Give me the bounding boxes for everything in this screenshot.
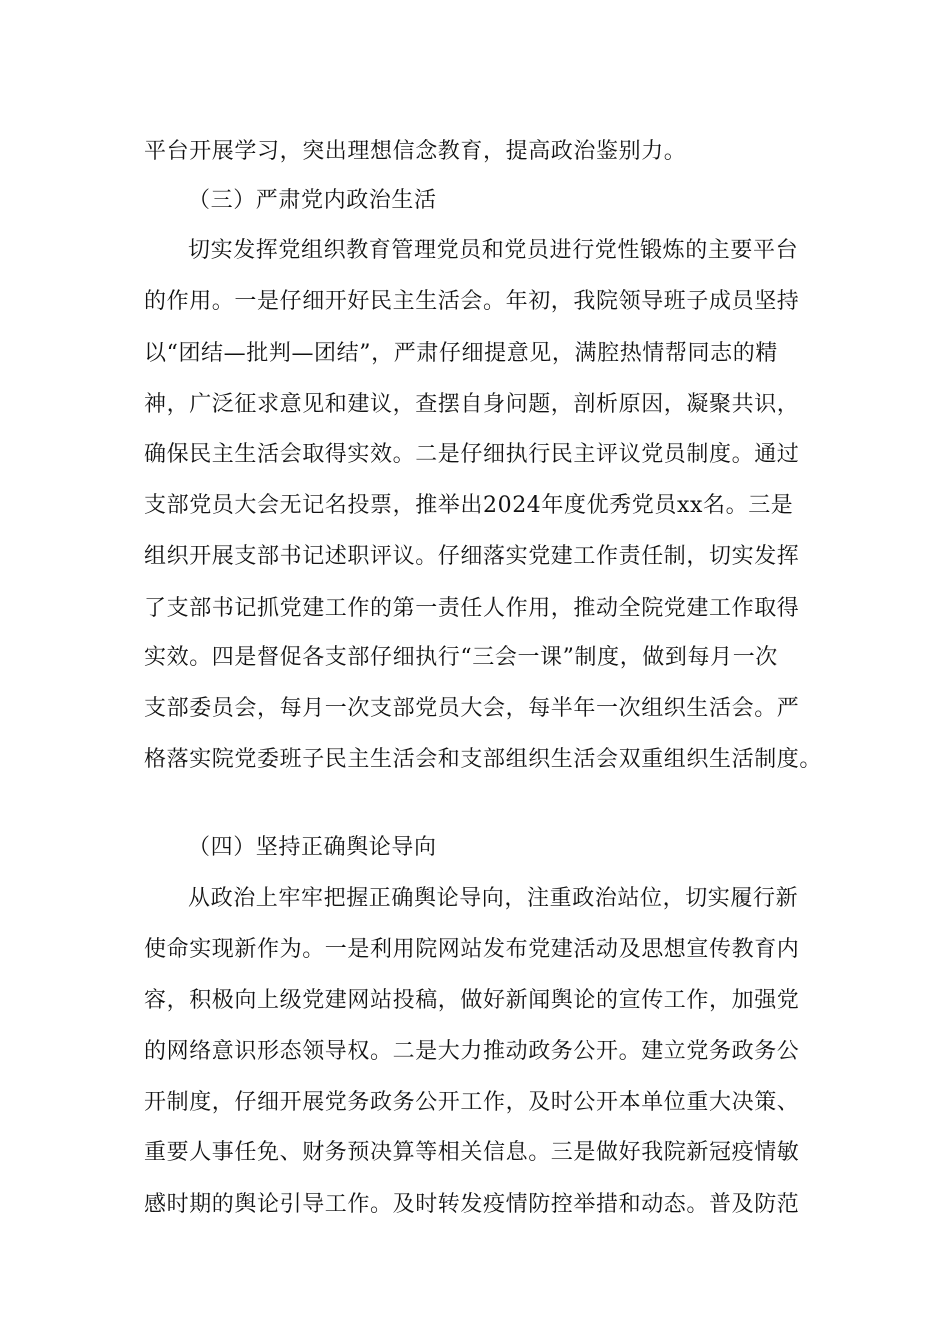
paragraph-line: 开制度，仔细开展党务政务公开工作，及时公开本单位重大决策、 [144,1090,800,1115]
paragraph-line: 的作用。一是仔细开好民主生活会。年初，我院领导班子成员坚持 [144,289,800,314]
paragraph-line: 平台开展学习，突出理想信念教育，提高政治鉴别力。 [144,139,687,164]
paragraph-line: 了支部书记抓党建工作的第一责任人作用，推动全院党建工作取得 [144,596,800,621]
paragraph-line: 组织开展支部书记述职评议。仔细落实党建工作责任制，切实发挥 [144,544,800,569]
paragraph-line: 从政治上牢牢把握正确舆论导向，注重政治站位，切实履行新 [188,886,799,911]
paragraph-line: 感时期的舆论引导工作。及时转发疫情防控举措和动态。普及防范 [144,1192,800,1217]
paragraph-line: 支部党员大会无记名投票，推举出2024年度优秀党员xx名。三是 [144,493,794,518]
paragraph-line: 神，广泛征求意见和建议，查摆自身问题，剖析原因，凝聚共识， [144,392,800,417]
paragraph-line: 使命实现新作为。一是利用院网站发布党建活动及思想宣传教育内 [144,937,800,962]
paragraph-line: 实效。四是督促各支部仔细执行“三会一课”制度，做到每月一次 [144,645,778,670]
paragraph-line: 格落实院党委班子民主生活会和支部组织生活会双重组织生活制度。 [144,747,823,772]
paragraph-line: 支部委员会，每月一次支部党员大会，每半年一次组织生活会。严 [144,696,800,721]
section-heading-4: （四）坚持正确舆论导向 [188,835,437,860]
paragraph-line: 重要人事任免、财务预决算等相关信息。三是做好我院新冠疫情敏 [144,1140,800,1165]
paragraph-line: 切实发挥党组织教育管理党员和党员进行党性锻炼的主要平台 [188,238,799,263]
paragraph-line: 容，积极向上级党建网站投稿，做好新闻舆论的宣传工作，加强党 [144,988,800,1013]
paragraph-line: 的网络意识形态领导权。二是大力推动政务公开。建立党务政务公 [144,1039,800,1064]
section-heading-3: （三）严肃党内政治生活 [188,188,437,213]
paragraph-line: 以“团结—批判—团结”，严肃仔细提意见，满腔热情帮同志的精 [144,341,778,366]
paragraph-line: 确保民主生活会取得实效。二是仔细执行民主评议党员制度。通过 [144,442,800,467]
